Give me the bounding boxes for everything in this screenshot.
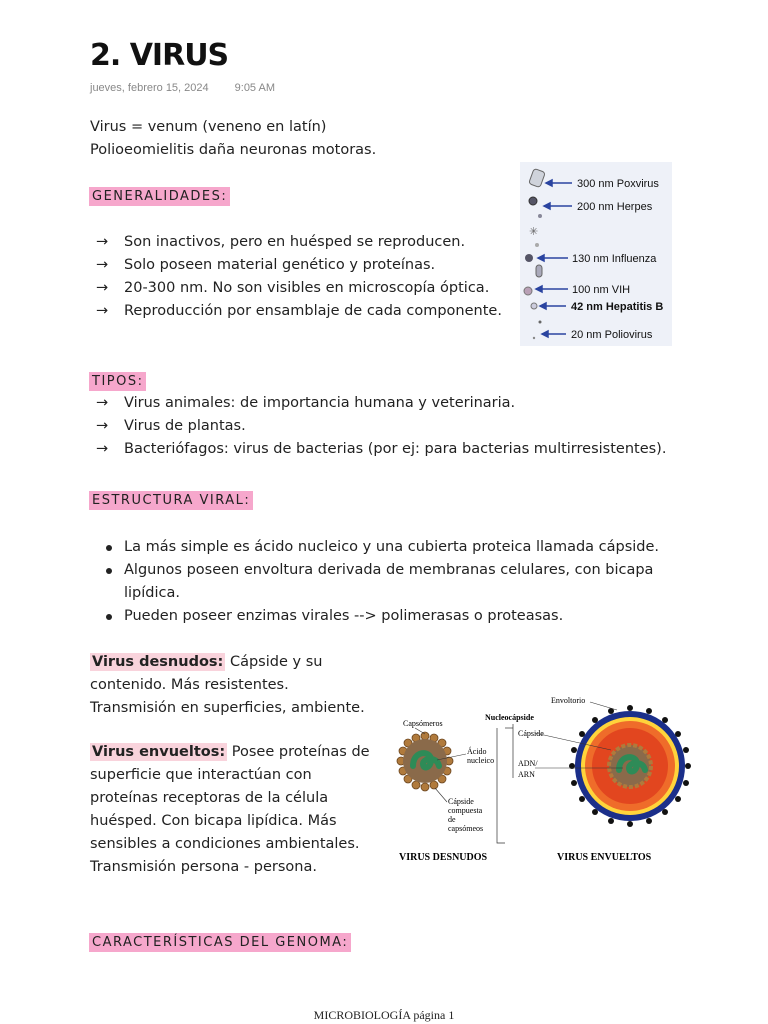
influenza-icon (525, 254, 533, 262)
tipos-heading-wrap (89, 370, 146, 389)
generalidades-heading: GENERALIDADES: (89, 187, 230, 206)
page-title: 2. VIRUS (90, 38, 229, 73)
page-meta (90, 82, 275, 94)
list-item: → Son inactivos, pero en huésped se reproducen. (90, 231, 520, 254)
intro-line-1: Virus = venum (veneno en latín) (90, 119, 327, 135)
estructura-heading: ESTRUCTURA VIRAL: (89, 491, 253, 510)
list-item: Algunos poseen envoltura derivada de membranas celulares, con bicapa lipídica. (90, 559, 690, 605)
list-item: → Solo poseen material genético y proteínas. (90, 254, 520, 277)
svg-text:Capsómeros: Capsómeros (403, 719, 443, 728)
size-label: 20 nm Poliovirus (571, 329, 653, 341)
size-label: 200 nm Herpes (577, 201, 653, 213)
estructura-heading-wrap (89, 489, 253, 508)
page-time: 9:05 AM (234, 82, 275, 94)
bullet-icon (106, 545, 112, 551)
list-item: → Bacteriófagos: virus de bacterias (por ej: para bacterias multirresistentes). (90, 438, 730, 461)
hepatitis-icon (531, 303, 537, 309)
list-item: → Virus animales: de importancia humana y veterinaria. (90, 392, 730, 415)
arrow-icon: → (96, 303, 109, 319)
svg-text:compuesta: compuesta (448, 806, 483, 815)
virus-size-figure (520, 162, 672, 346)
tipos-list (90, 392, 730, 461)
caption-enveloped: VIRUS ENVUELTOS (557, 852, 652, 863)
desnudos-paragraph: Virus desnudos: Cápside y su contenido. Más resistentes. Transmisión en superficies, ambiente. (90, 654, 365, 716)
svg-text:ARN: ARN (518, 770, 535, 779)
arrow-icon: → (96, 441, 109, 457)
arrow-icon: → (96, 234, 109, 250)
bullet-icon (106, 614, 112, 620)
svg-text:Cápside: Cápside (518, 729, 544, 738)
intro (90, 116, 376, 162)
svg-text:Ácido: Ácido (467, 747, 487, 756)
list-item: Pueden poseer enzimas virales --> polimerasas o proteasas. (90, 605, 690, 628)
bullet-icon (106, 568, 112, 574)
envueltos-label: Virus envueltos: (92, 744, 226, 760)
svg-text:Cápside: Cápside (448, 797, 474, 806)
svg-text:✳: ✳ (529, 226, 539, 238)
size-label: 130 nm Influenza (572, 253, 657, 265)
svg-text:Envoltorio: Envoltorio (551, 696, 586, 705)
enveloped-virus-icon (569, 705, 691, 827)
intro-line-2: Polioeomielitis daña neuronas motoras. (90, 142, 377, 158)
list-item: → Reproducción por ensamblaje de cada componente. (90, 300, 520, 323)
generalidades-list (90, 231, 520, 323)
svg-text:nucleico: nucleico (467, 756, 495, 765)
tipos-heading: TIPOS: (89, 372, 146, 391)
list-item: → 20-300 nm. No son visibles en microscopía óptica. (90, 277, 520, 300)
page-date: jueves, febrero 15, 2024 (90, 82, 209, 94)
list-item: → Virus de plantas. (90, 415, 730, 438)
size-label: 100 nm VIH (572, 284, 631, 296)
desnudos-label: Virus desnudos: (92, 654, 224, 670)
generalidades-heading-wrap (89, 185, 230, 204)
genoma-heading-wrap (89, 931, 351, 950)
virus-structure-figure (385, 688, 705, 872)
svg-text:ADN/: ADN/ (518, 759, 538, 768)
estructura-list (90, 536, 690, 628)
size-label: 42 nm Hepatitis B (571, 301, 664, 313)
arrow-icon: → (96, 395, 109, 411)
naked-virus-icon (397, 732, 453, 791)
svg-text:capsómeos: capsómeos (448, 824, 484, 833)
caption-naked: VIRUS DESNUDOS (399, 852, 488, 863)
size-label: 300 nm Poxvirus (577, 178, 659, 190)
svg-text:de: de (448, 815, 456, 824)
genoma-heading: CARACTERÍSTICAS DEL GENOMA: (89, 933, 351, 952)
arrow-icon: → (96, 257, 109, 273)
svg-text:Nucleocápside: Nucleocápside (485, 713, 534, 722)
envueltos-paragraph: Virus envueltos: Posee proteínas de superficie que interactúan con proteínas receptoras de la célula huésped. Con bicapa lipídica. Más sensibles a condiciones ambientales. Transmisión persona - persona. (90, 744, 370, 875)
arrow-icon: → (96, 280, 109, 296)
arrow-icon: → (96, 418, 109, 434)
list-item: La más simple es ácido nucleico y una cubierta proteica llamada cápside. (90, 536, 690, 559)
page-footer: MICROBIOLOGÍA página 1 (313, 1008, 455, 1022)
